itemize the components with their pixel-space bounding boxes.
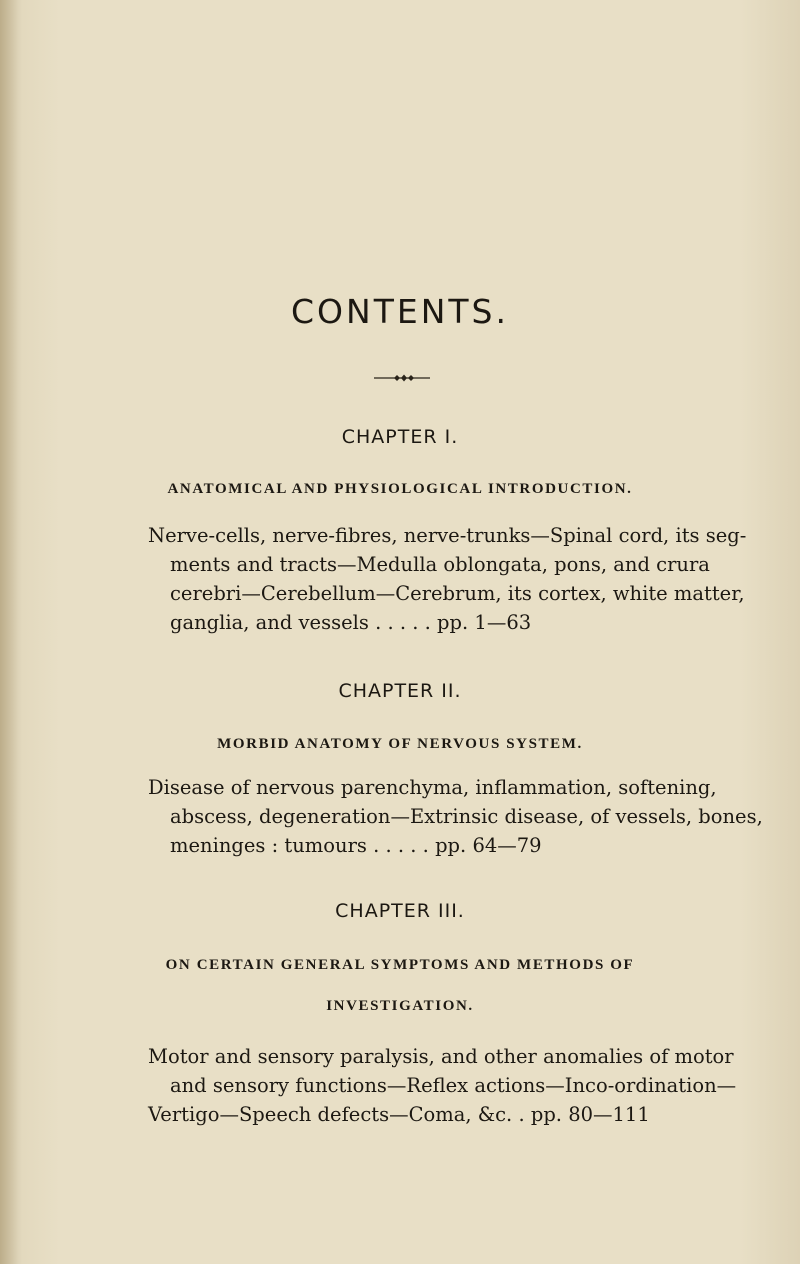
ornament-divider bbox=[372, 373, 432, 383]
page-title: CONTENTS. bbox=[291, 292, 509, 331]
chapter-3-body bbox=[148, 1042, 780, 1129]
chapter-2-body bbox=[148, 773, 780, 860]
chapter-2-line: abscess, degeneration—Extrinsic disease, of vessels, bones, bbox=[170, 805, 763, 828]
chapter-1-line: ments and tracts—Medulla oblongata, pons, and crura bbox=[170, 553, 710, 576]
chapter-2-heading: CHAPTER II. bbox=[338, 680, 462, 702]
chapter-2-line: meninges : tumours . . . . . pp. 64—79 bbox=[170, 834, 542, 857]
chapter-3-line: Motor and sensory paralysis, and other anomalies of motor bbox=[148, 1045, 734, 1068]
page-edge-shadow bbox=[0, 0, 22, 1264]
chapter-2-subtitle: MORBID ANATOMY OF NERVOUS SYSTEM. bbox=[217, 736, 583, 752]
chapter-1-line: Nerve-cells, nerve-fibres, nerve-trunks—Spinal cord, its seg- bbox=[148, 524, 747, 547]
chapter-3-subtitle: ON CERTAIN GENERAL SYMPTOMS AND METHODS OF bbox=[165, 957, 635, 973]
chapter-3-line: and sensory functions—Reflex actions—Inco-ordination— bbox=[170, 1074, 737, 1097]
chapter-1-body bbox=[148, 521, 780, 637]
chapter-3-heading: CHAPTER III. bbox=[335, 900, 465, 922]
chapter-3-subtitle-continued: INVESTIGATION. bbox=[326, 998, 474, 1014]
chapter-1-line: cerebri—Cerebellum—Cerebrum, its cortex, white matter, bbox=[170, 582, 745, 605]
chapter-3-line: Vertigo—Speech defects—Coma, &c. . pp. 80—111 bbox=[148, 1103, 650, 1126]
chapter-1-subtitle: ANATOMICAL AND PHYSIOLOGICAL INTRODUCTION. bbox=[167, 481, 633, 497]
chapter-1-line: ganglia, and vessels . . . . . pp. 1—63 bbox=[170, 611, 532, 634]
chapter-1-heading: CHAPTER I. bbox=[341, 426, 459, 448]
chapter-2-line: Disease of nervous parenchyma, inflammation, softening, bbox=[148, 776, 717, 799]
